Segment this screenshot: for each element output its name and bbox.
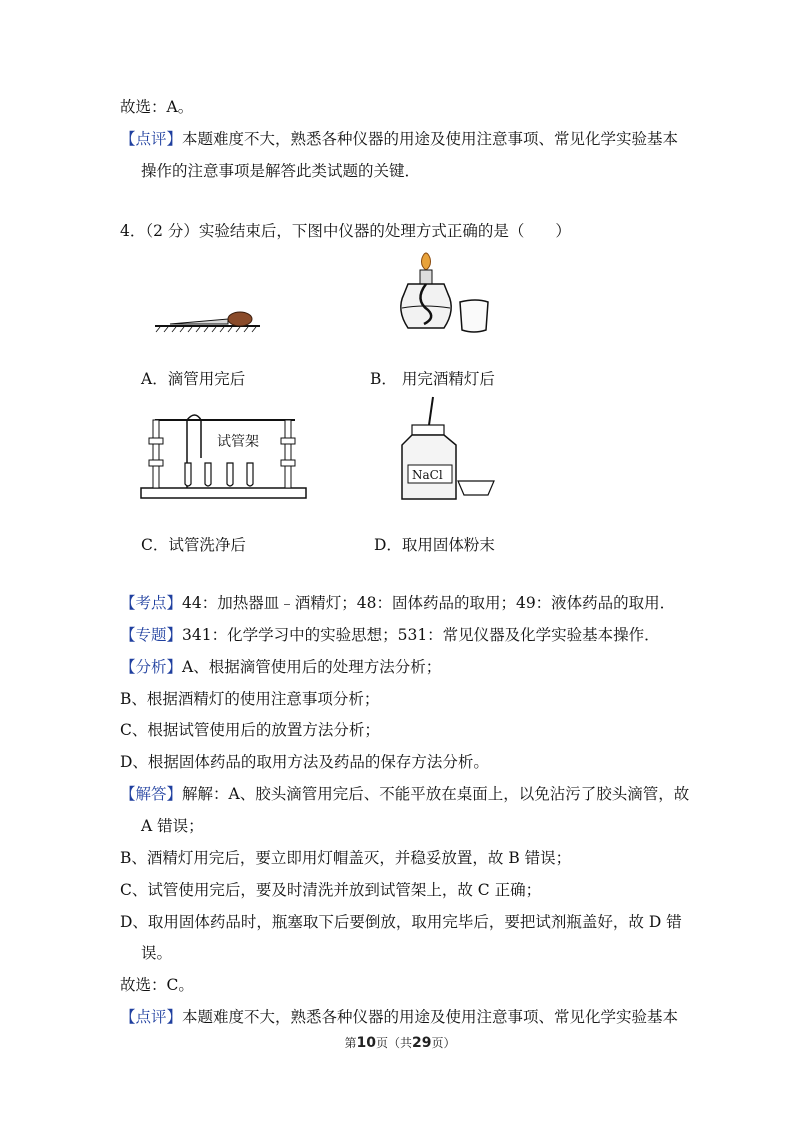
jieda-d2-line: 误。 xyxy=(141,944,173,962)
option-a: A．滴管用完后 xyxy=(141,370,246,388)
jieda-a2-line: A 错误； xyxy=(141,817,204,835)
option-c: C．试管洗净后 xyxy=(141,536,246,554)
fenxi-c-line: C、根据试管使用后的放置方法分析； xyxy=(120,721,380,739)
comment-tag-bottom: 【点评】 xyxy=(120,1008,183,1026)
comment-tag: 【点评】 xyxy=(120,130,183,148)
nacl-label: NaCl xyxy=(412,468,443,482)
alcohol-lamp-figure xyxy=(384,250,494,336)
jieda-tag: 【解答】 xyxy=(120,785,183,803)
jieda-line: 【解答】解解：A、胶头滴管用完后、不能平放在桌面上，以免沾污了胶头滴管，故 xyxy=(120,785,690,803)
reagent-bottle-figure xyxy=(388,395,500,505)
zhuanti-line: 【专题】341：化学学习中的实验思想；531：常见仪器及化学实验基本操作． xyxy=(120,626,660,644)
dropper-on-table-figure xyxy=(150,300,270,335)
kaodian-line: 【考点】44：加热器皿﹣酒精灯；48：固体药品的取用；49：液体药品的取用． xyxy=(120,594,676,612)
rack-label: 试管架 xyxy=(217,434,259,450)
jieda-c-line: C、试管使用完后，要及时清洗并放到试管架上，故 C 正确； xyxy=(120,881,542,899)
option-b: B． 用完酒精灯后 xyxy=(370,370,495,388)
fenxi-tag: 【分析】 xyxy=(120,658,183,676)
page-number: 10 xyxy=(356,1035,376,1051)
answer-line-top: 故选：A。 xyxy=(120,98,194,116)
page-footer: 第10页（共29页） xyxy=(344,1035,456,1051)
comment-line-bottom: 【点评】本题难度不大，熟悉各种仪器的用途及使用注意事项、常见化学实验基本 xyxy=(120,1008,679,1026)
answer-line: 故选：C。 xyxy=(120,976,194,994)
kaodian-tag: 【考点】 xyxy=(120,594,183,612)
fenxi-line: 【分析】A、根据滴管使用后的处理方法分析； xyxy=(120,658,442,676)
jieda-d1-line: D、取用固体药品时，瓶塞取下后要倒放，取用完毕后，要把试剂瓶盖好，故 D 错 xyxy=(120,913,682,931)
fenxi-b-line: B、根据酒精灯的使用注意事项分析； xyxy=(120,690,380,708)
fenxi-d-line: D、根据固体药品的取用方法及药品的保存方法分析。 xyxy=(120,753,489,771)
page-total: 29 xyxy=(412,1035,432,1051)
test-tube-rack-figure xyxy=(135,408,310,503)
comment-line-2: 操作的注意事项是解答此类试题的关键． xyxy=(141,162,421,180)
option-d: D．取用固体粉末 xyxy=(374,536,495,554)
question-stem: 4．（2 分）实验结束后，下图中仪器的处理方式正确的是（ ） xyxy=(120,222,571,240)
comment-line-1: 【点评】本题难度不大，熟悉各种仪器的用途及使用注意事项、常见化学实验基本 xyxy=(120,130,679,148)
jieda-b-line: B、酒精灯用完后，要立即用灯帽盖灭，并稳妥放置，故 B 错误； xyxy=(120,849,572,867)
zhuanti-tag: 【专题】 xyxy=(120,626,183,644)
